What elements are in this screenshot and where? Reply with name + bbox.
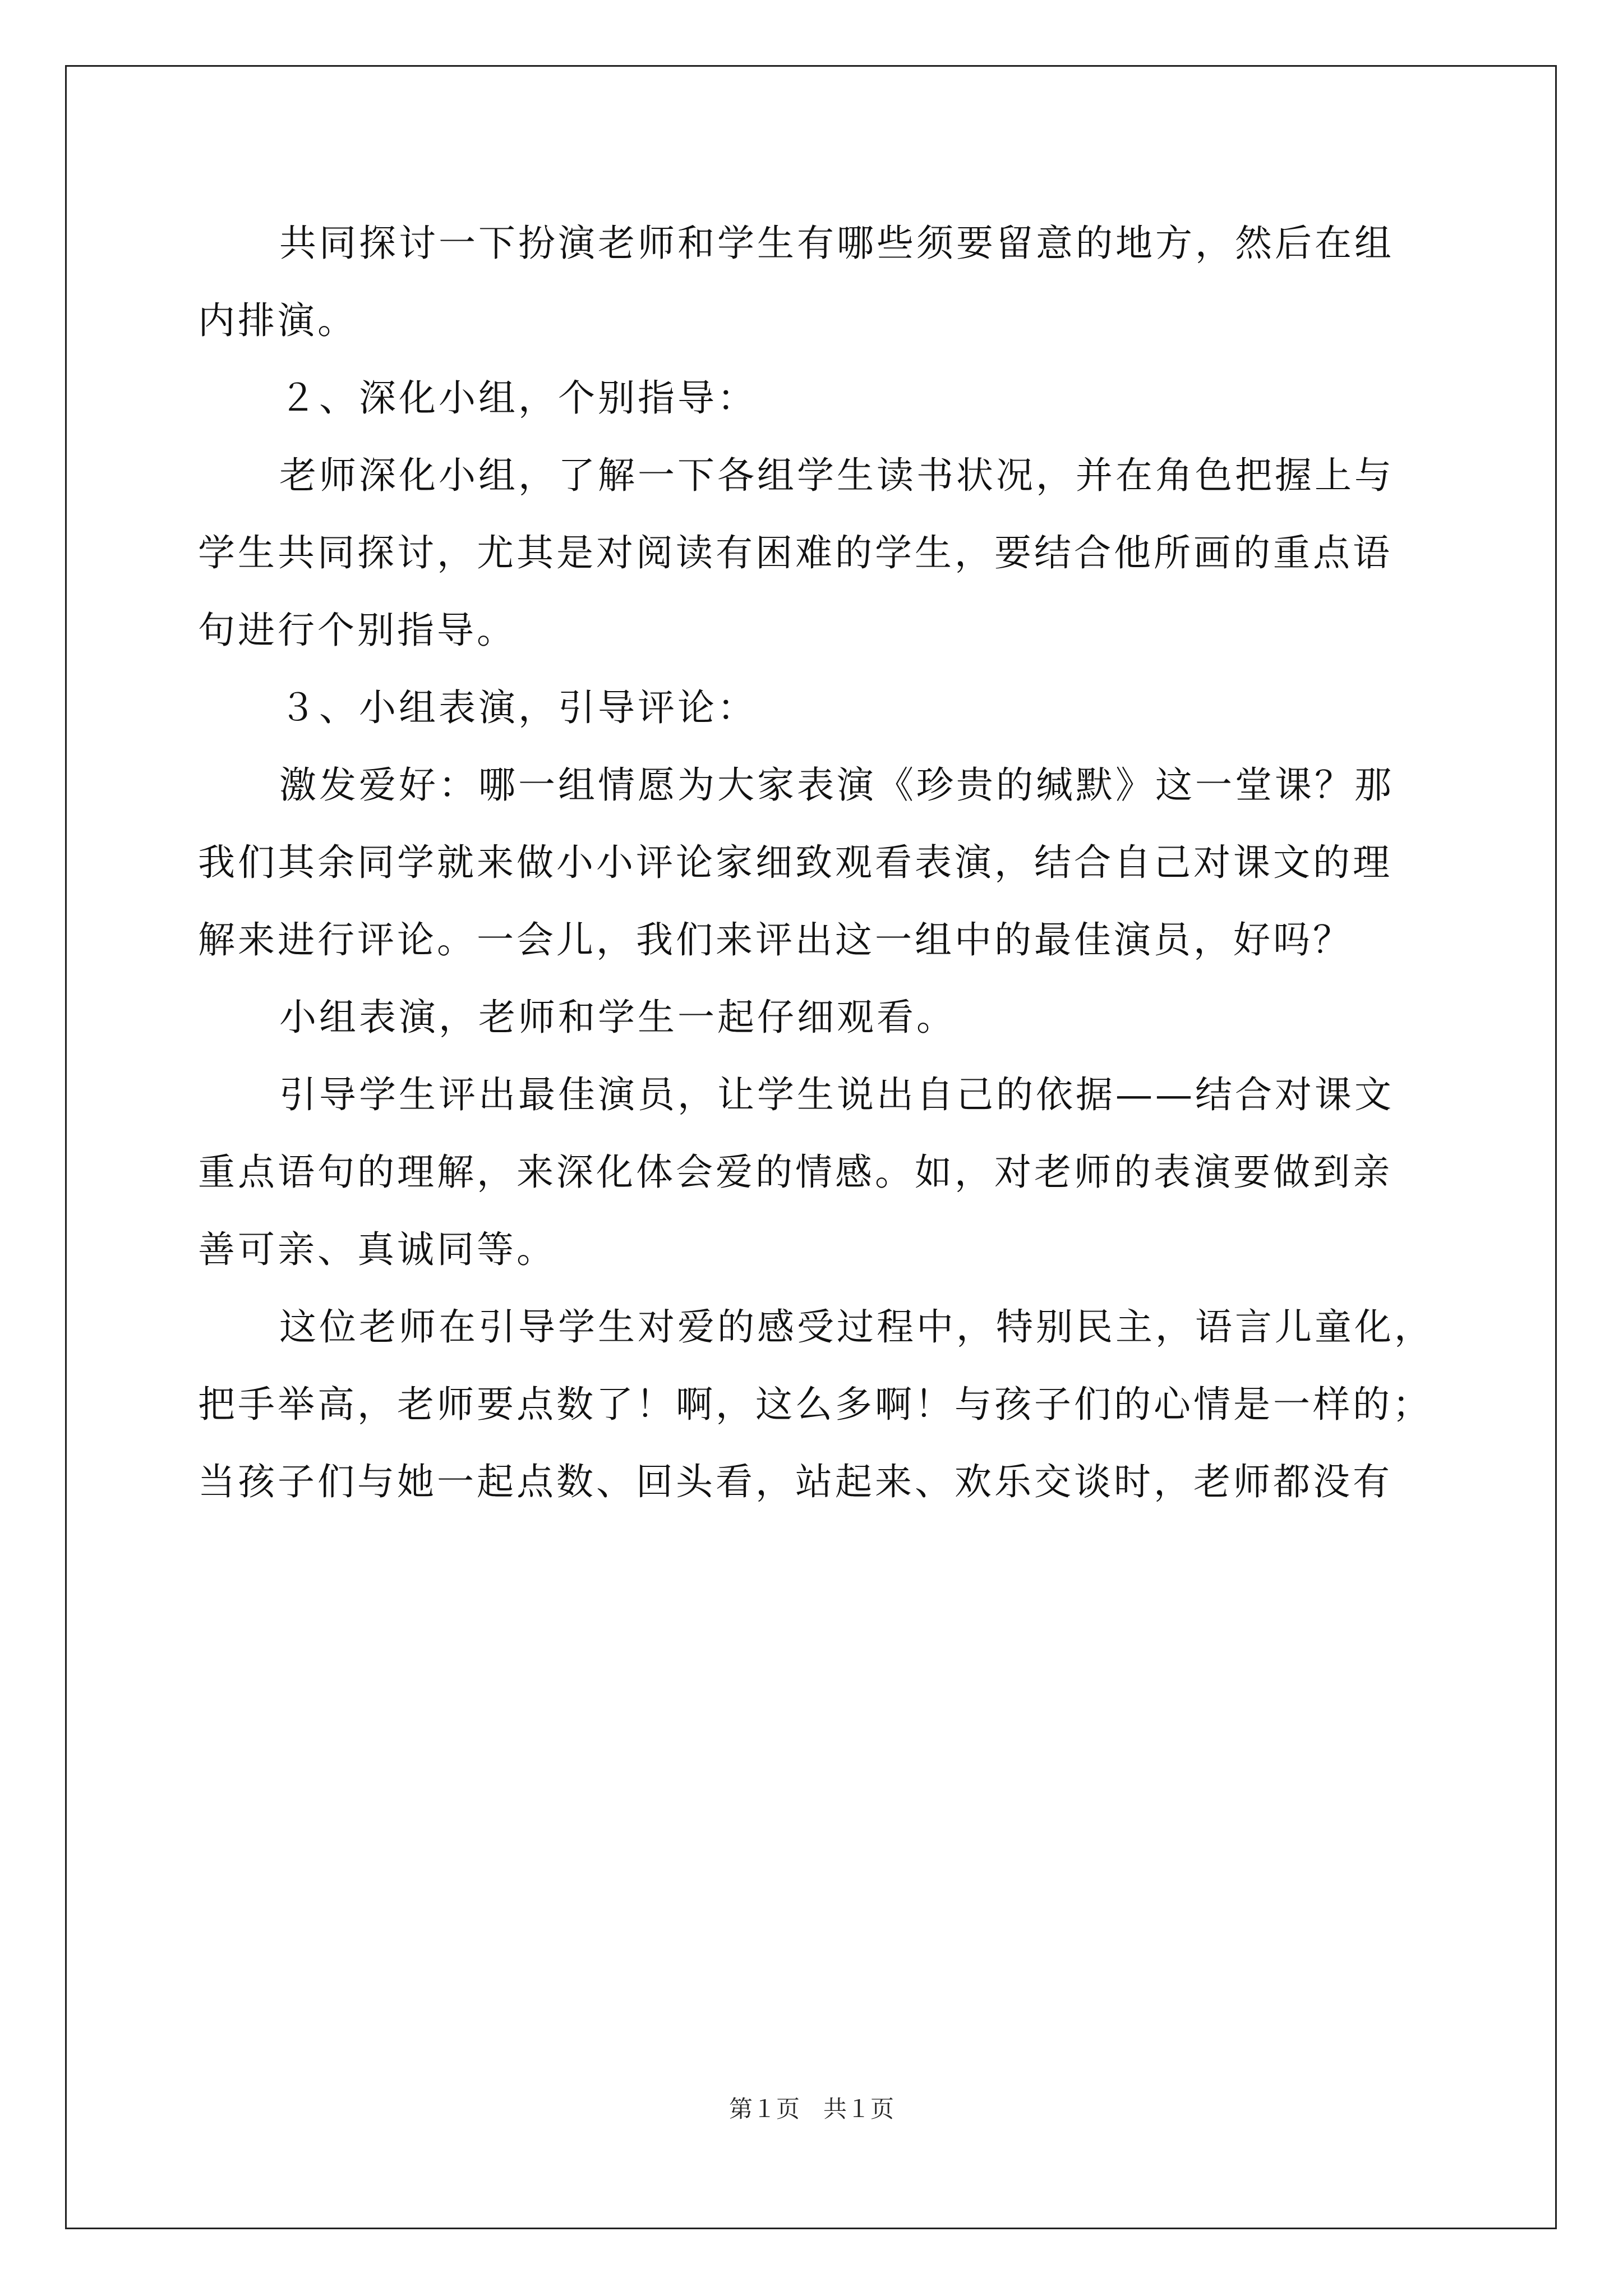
section-heading: ２、深化小组，个别指导： bbox=[279, 376, 757, 420]
body-line: 善可亲、真诚同等。 bbox=[198, 1228, 556, 1271]
body-line: 小组表演，老师和学生一起仔细观看。 bbox=[279, 996, 956, 1039]
body-line: 解来进行评论。一会儿，我们来评出这一组中的最佳演员，好吗？ bbox=[198, 918, 1353, 961]
body-line: 共同探讨一下扮演老师和学生有哪些须要留意的地方，然后在组 bbox=[279, 222, 1394, 265]
body-line: 内排演。 bbox=[198, 299, 357, 342]
body-line: 引导学生评出最佳演员，让学生说出自己的依据——结合对课文 bbox=[279, 1073, 1394, 1116]
body-line: 激发爱好：哪一组情愿为大家表演《珍贵的缄默》这一堂课？那 bbox=[279, 763, 1394, 807]
body-line: 句进行个别指导。 bbox=[198, 609, 517, 652]
body-line: 老师深化小组，了解一下各组学生读书状况，并在角色把握上与 bbox=[279, 454, 1394, 497]
body-line: 学生共同探讨，尤其是对阅读有困难的学生，要结合他所画的重点语 bbox=[198, 531, 1393, 574]
document-body bbox=[198, 205, 1432, 1521]
body-line: 这位老师在引导学生对爱的感受过程中，特别民主，语言儿童化， bbox=[279, 1305, 1434, 1349]
body-line: 把手举高，老师要点数了！啊，这么多啊！与孩子们的心情是一样的； bbox=[198, 1383, 1432, 1426]
page-number-footer: 第１页 共１页 bbox=[728, 2095, 894, 2123]
section-heading: ３、小组表演，引导评论： bbox=[279, 686, 757, 729]
body-line: 重点语句的理解，来深化体会爱的情感。如，对老师的表演要做到亲 bbox=[198, 1151, 1393, 1194]
body-line: 当孩子们与她一起点数、回头看，站起来、欢乐交谈时，老师都没有 bbox=[198, 1460, 1393, 1503]
body-line: 我们其余同学就来做小小评论家细致观看表演，结合自己对课文的理 bbox=[198, 841, 1393, 884]
